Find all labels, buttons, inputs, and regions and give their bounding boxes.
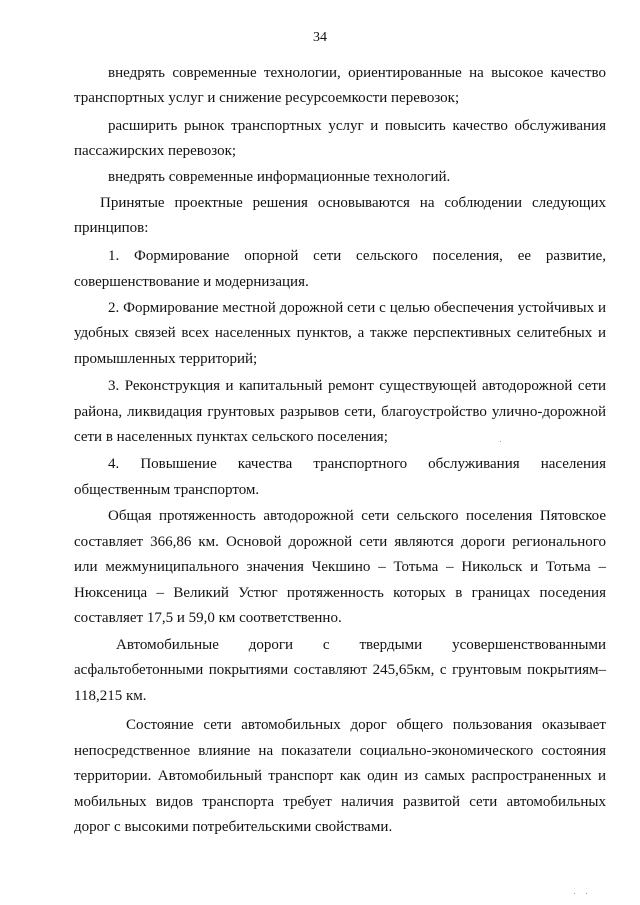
list-item-line: удобных связей всех населенных пунктов, а также перспективных селитебных и xyxy=(74,325,606,341)
text-line: Состояние сети автомобильных дорог общего пользования оказывает xyxy=(126,717,606,733)
list-item-line: промышленных территорий; xyxy=(74,351,258,367)
list-item-line: 2. Формирование местной дорожной сети с целью обеспечения устойчивых и xyxy=(108,300,606,316)
text-line: мобильных видов транспорта требует наличия развитой сети автомобильных xyxy=(74,794,606,810)
text-line: или межмуниципального значения Чекшино – Тотьма – Никольск и Тотьма – xyxy=(74,559,606,575)
text-line: асфальтобетонными покрытиями составляют 245,65км, с грунтовым покрытиям– xyxy=(74,662,606,678)
list-item-line: 4. Повышение качества транспортного обслуживания населения xyxy=(108,456,606,472)
text-line: непосредственное влияние на показатели социально-экономического состояния xyxy=(74,743,606,759)
list-item-line: района, ликвидация грунтовых разрывов сети, благоустройство улично-дорожной xyxy=(74,404,606,420)
text-line: пассажирских перевозок; xyxy=(74,143,237,159)
text-line: дорог с высокими потребительскими свойствами. xyxy=(74,819,393,835)
text-line: внедрять современные технологии, ориентированные на высокое качество xyxy=(108,65,606,81)
list-item-line: общественным транспортом. xyxy=(74,482,260,498)
list-item-line: сети в населенных пунктах сельского поселения; xyxy=(74,429,388,445)
text-line: принципов: xyxy=(74,220,149,236)
text-line: составляет 366,86 км. Основой дорожной сети являются дороги регионального xyxy=(74,534,606,550)
page-number: 34 xyxy=(313,30,327,45)
text-line: территории. Автомобильный транспорт как один из самых распространенных и xyxy=(74,768,606,784)
list-item-line: 1. Формирование опорной сети сельского поселения, ее развитие, xyxy=(108,248,606,264)
list-item-line: 3. Реконструкция и капитальный ремонт существующей автодорожной сети xyxy=(108,378,606,394)
scan-speck xyxy=(500,441,501,442)
text-line: 118,215 км. xyxy=(74,688,147,704)
text-line: Нюксеница – Великий Устюг протяженность которых в границах поседения xyxy=(74,585,606,601)
list-item-line: совершенствование и модернизация. xyxy=(74,274,309,290)
text-line: внедрять современные информационные технологий. xyxy=(108,169,451,185)
text-line: транспортных услуг и снижение ресурсоемкости перевозок; xyxy=(74,90,460,106)
scan-speck xyxy=(586,893,587,894)
text-line: Принятые проектные решения основываются на соблюдении следующих xyxy=(100,195,606,211)
text-line: составляет 17,5 и 59,0 км соответственно. xyxy=(74,610,342,626)
text-line: расширить рынок транспортных услуг и повысить качество обслуживания xyxy=(108,118,606,134)
text-line: Общая протяженность автодорожной сети сельского поселения Пятовское xyxy=(108,508,606,524)
scan-speck xyxy=(574,893,575,894)
text-line: Автомобильные дороги с твердыми усовершенствованными xyxy=(116,637,606,653)
